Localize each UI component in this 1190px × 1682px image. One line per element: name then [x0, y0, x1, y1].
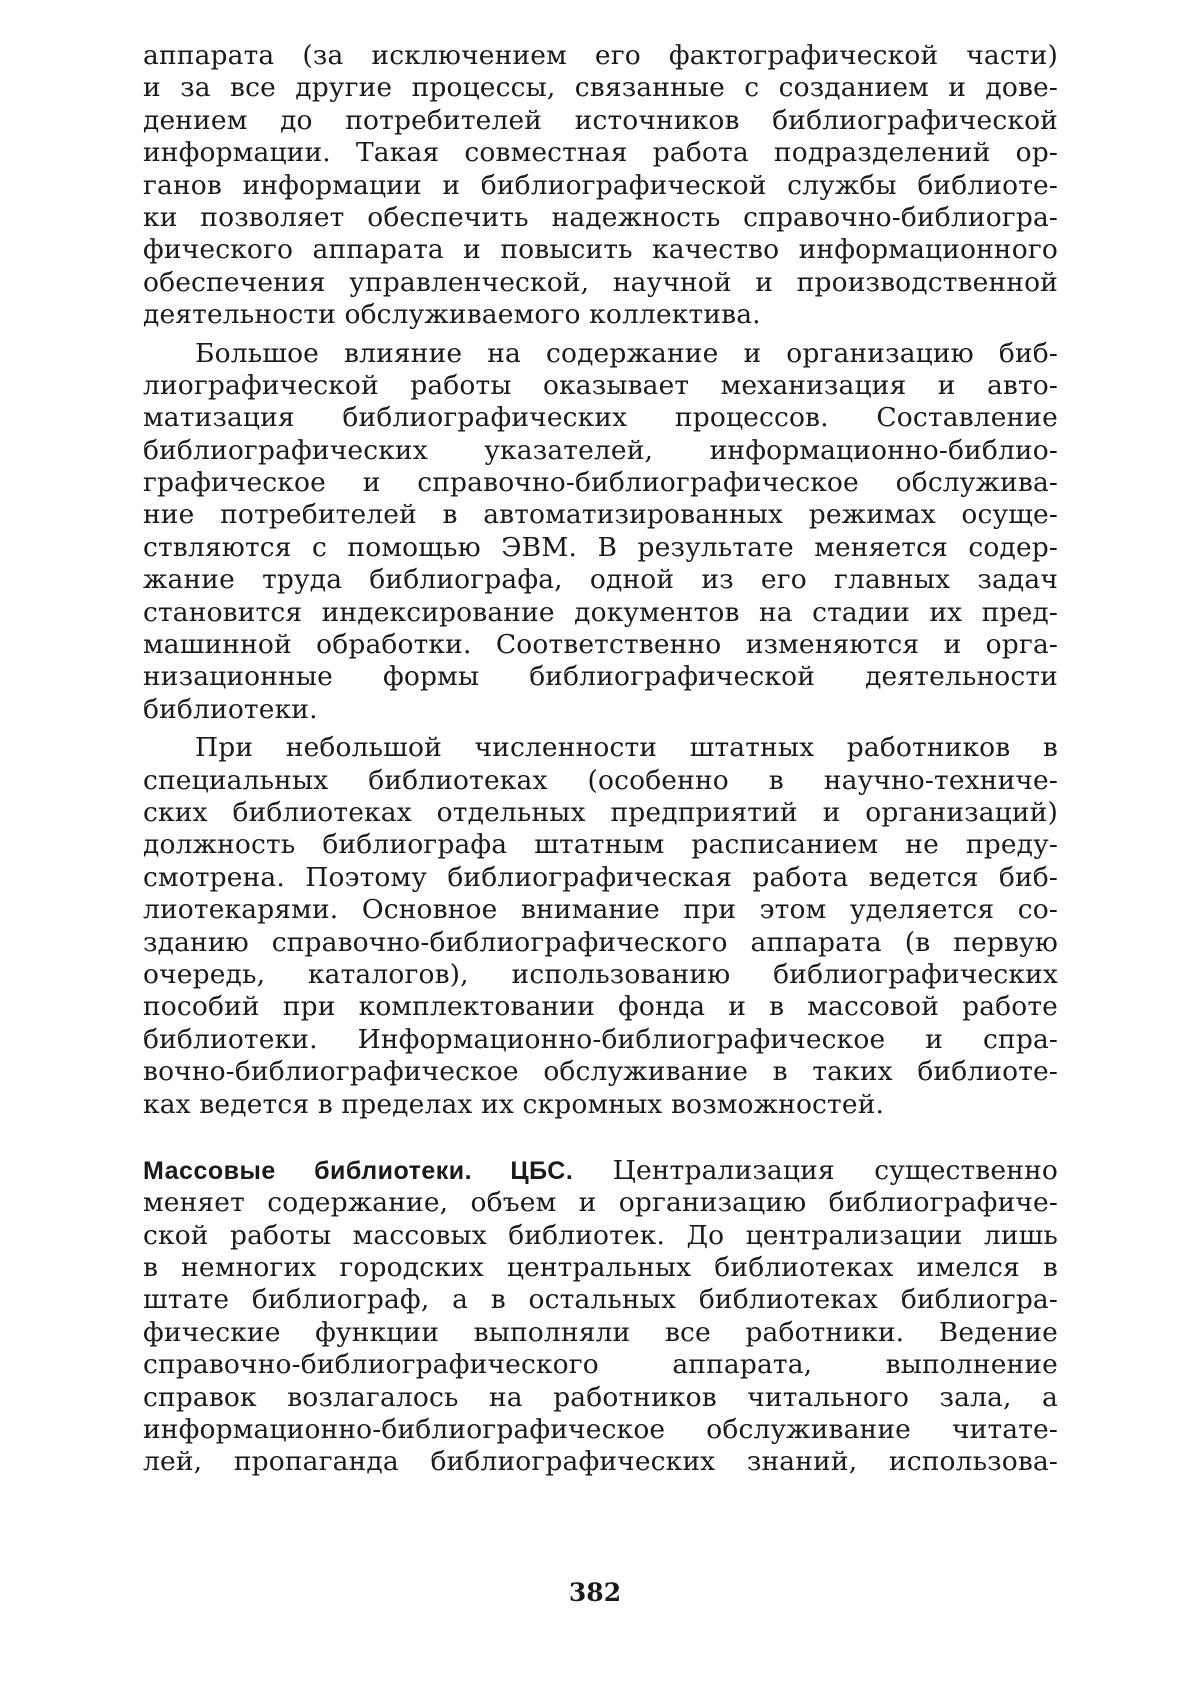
text-line: меняет содержание, объем и организацию библиографиче- — [143, 1187, 1058, 1219]
text-line: справок возлагалось на работников читального зала, а — [143, 1381, 1058, 1413]
text-line: лей, пропаганда библиографических знаний, использова- — [143, 1446, 1058, 1478]
text-line: обеспечения управленческой, научной и производственной — [143, 266, 1058, 298]
page-number: 382 — [568, 1578, 622, 1607]
text-line: в немногих городских центральных библиотеках имелся в — [143, 1252, 1058, 1284]
text-line: ние потребителей в автоматизированных режимах осуще- — [143, 499, 1058, 531]
text-line: и за все другие процессы, связанные с созданием и дове- — [143, 72, 1058, 104]
text-line: низационные формы библиографической деятельности — [143, 661, 1058, 693]
paragraph-3 — [143, 732, 1058, 1121]
text-line: дением до потребителей источников библиографической — [143, 104, 1058, 136]
text-line: вочно-библиографическое обслуживание в таких библиоте- — [143, 1056, 1058, 1088]
text-line: ки позволяет обеспечить надежность справочно-библиогра- — [143, 201, 1058, 233]
text-line: лиографической работы оказывает механизация и авто- — [143, 369, 1058, 401]
text-line: фического аппарата и повысить качество информационного — [143, 234, 1058, 266]
text-line: машинной обработки. Соответственно изменяются и орга- — [143, 629, 1058, 661]
text-line: библиографических указателей, информационно-библио- — [143, 434, 1058, 466]
text-line: фические функции выполняли все работники. Ведение — [143, 1316, 1058, 1348]
text-line: ганов информации и библиографической службы библиоте- — [143, 169, 1058, 201]
text-line: матизация библиографических процессов. Составление — [143, 402, 1058, 434]
text-line: специальных библиотеках (особенно в научно-техниче- — [143, 764, 1058, 796]
text-line: пособий при комплектовании фонда и в массовой работе — [143, 991, 1058, 1023]
section-mass-libraries — [143, 1155, 1058, 1479]
text-line: библиотеки. Информационно-библиографическое и спра- — [143, 1023, 1058, 1055]
text-line: зданию справочно-библиографического аппарата (в первую — [143, 926, 1058, 958]
text-line: информационно-библиографическое обслуживание читате- — [143, 1414, 1058, 1446]
text-line: штате библиограф, а в остальных библиотеках библиогра- — [143, 1284, 1058, 1316]
text-line: должность библиографа штатным расписанием не преду- — [143, 829, 1058, 861]
text-line: становится индексирование документов на стадии их пред- — [143, 596, 1058, 628]
text-line: деятельности обслуживаемого коллектива. — [143, 299, 761, 331]
paragraph-2 — [143, 338, 1058, 727]
text-line: Большое влияние на содержание и организацию биб- — [195, 337, 1058, 369]
text-line: ствляются с помощью ЭВМ. В результате меняется содер- — [143, 531, 1058, 563]
text-line: ской работы массовых библиотек. До централизации лишь — [143, 1219, 1058, 1251]
section-heading: Массовые библиотеки. ЦБС. — [143, 1156, 574, 1185]
text-line: жание труда библиографа, одной из его главных задач — [143, 564, 1058, 596]
paragraph-1 — [143, 40, 1058, 332]
text-line: смотрена. Поэтому библиографическая работа ведется биб- — [143, 861, 1058, 893]
page-body — [143, 40, 1058, 1479]
text-line: аппарата (за исключением его фактографической части) — [143, 40, 1058, 71]
section-first-line-text: Централизация существенно — [573, 1154, 1058, 1186]
text-line: лиотекарями. Основное внимание при этом уделяется со- — [143, 894, 1058, 926]
section-first-line — [143, 1155, 1058, 1187]
text-line: При небольшой численности штатных работников в — [195, 732, 1058, 764]
text-line: справочно-библиографического аппарата, выполнение — [143, 1349, 1058, 1381]
text-line: библиотеки. — [143, 693, 318, 725]
text-line: ках ведется в пределах их скромных возможностей. — [143, 1088, 885, 1120]
text-line: графическое и справочно-библиографическое обслужива- — [143, 467, 1058, 499]
text-line: очередь, каталогов), использованию библиографических — [143, 958, 1058, 990]
text-line: информации. Такая совместная работа подразделений ор- — [143, 137, 1058, 169]
text-line: ских библиотеках отдельных предприятий и организаций) — [143, 796, 1058, 828]
